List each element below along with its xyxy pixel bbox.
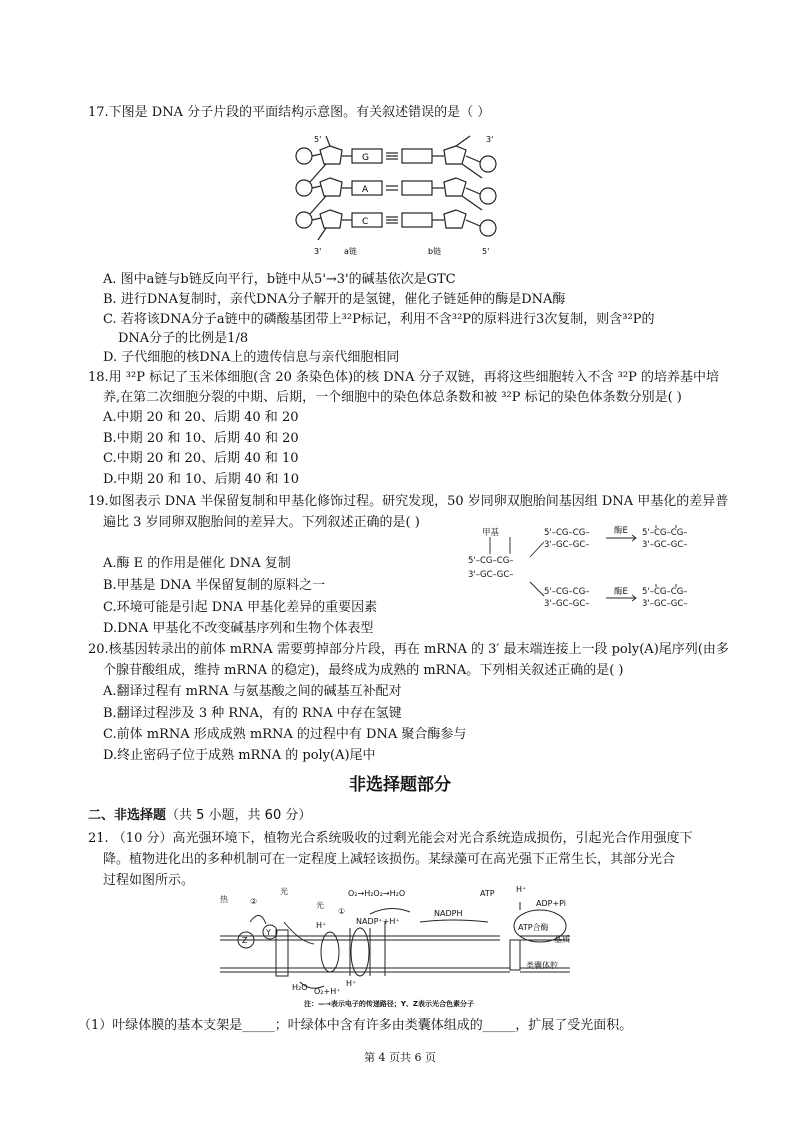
q17-option-a: A. 图中a链与b链反向平行，b链中从5'→3'的碱基依次是GTC — [103, 272, 456, 287]
q17-option-b: B. 进行DNA复制时，亲代DNA分子解开的是氢键，催化子链延伸的酶是DNA酶 — [103, 292, 566, 307]
diagram-note: 注：—→表示电子的传递路径；Y、Z表示光合色素分子 — [304, 1000, 475, 1008]
label-3prime-bottom: 3' — [314, 247, 322, 256]
light-label-2: 光 — [316, 901, 324, 910]
methyl-label: 甲基 — [482, 528, 500, 538]
phosphate-circle — [296, 212, 312, 228]
q17-option-c: C. 若将该DNA分子a链中的磷酸基团带上³²P标记，利用不含³²P的原料进行3次复制，则含³²P的 — [103, 312, 655, 327]
q17-option-d: D. 子代细胞的核DNA上的遗传信息与亲代细胞相同 — [103, 350, 400, 365]
q20-option-c: C.前体 mRNA 形成成熟 mRNA 的过程中有 DNA 聚合酶参与 — [103, 727, 467, 742]
o2-chain-label: O₂→H₂O₂→H₂O — [348, 889, 406, 898]
q19-option-c: C.环境可能是引起 DNA 甲基化差异的重要因素 — [103, 600, 378, 615]
q19-stem-line2: 遍比 3 岁同卵双胞胎间的差异大。下列叙述正确的是( ) — [103, 515, 420, 530]
q18-stem-line1: 18.用 ³²P 标记了玉米体细胞(含 20 条染色体)的核 DNA 分子双链，再将这些细胞转入不含 ³²P 的培养基中培 — [88, 370, 719, 385]
sugar-pentagon — [320, 210, 342, 228]
parent-strand-top: 5'–CG–CG– — [468, 556, 514, 566]
heat-label: 热 — [220, 895, 228, 904]
enzyme-e-lower: 酶E — [614, 587, 628, 597]
y-label: Y — [266, 928, 271, 937]
hplus-mid-label: H⁺ — [316, 921, 327, 930]
atp-synthase-label: ATP合酶 — [518, 923, 549, 932]
q20-stem-line1: 20.核基因转录出的前体 mRNA 需要剪掉部分片段，再在 mRNA 的 3′ 最末端连接上一段 poly(A)尾序列(由多 — [88, 642, 729, 657]
q21-stem-line1: 21. （10 分）高光强环境下，植物光合系统吸收的过剩光能会对光合系统造成损伤，引起光合作用强度下 — [88, 831, 693, 846]
q20-stem-line2: 个腺苷酸组成，维持 mRNA 的稳定)，最终成为成熟的 mRNA。下列相关叙述正确的是( ) — [103, 663, 624, 678]
q21-stem-line2: 降。植物进化出的多种机制可在一定程度上减轻该损伤。某绿藻可在高光强下正常生长，其部分光合 — [103, 852, 676, 867]
lumen-label: 类囊体腔 — [526, 961, 558, 970]
label-chain-b: b链 — [428, 247, 442, 256]
photosynthesis-diagram — [220, 882, 580, 1010]
label-chain-a: a链 — [344, 247, 357, 256]
nadph-label: NADPH — [434, 909, 463, 918]
q18-option-d: D.中期 20 和 10、后期 40 和 10 — [103, 472, 300, 487]
q18-option-a: A.中期 20 和 20、后期 40 和 20 — [103, 410, 299, 425]
q19-option-b: B.甲基是 DNA 半保留复制的原料之一 — [103, 578, 326, 593]
light-label-1: 光 — [280, 887, 288, 896]
label-5prime-top: 5' — [314, 135, 322, 144]
q19-option-d: D.DNA 甲基化不改变碱基序列和生物个体表型 — [103, 621, 374, 636]
page-footer: 第 4 页共 6 页 — [364, 1051, 436, 1064]
z-label: Z — [242, 936, 248, 945]
section-header: 二、非选择题（共 5 小题，共 60 分） — [88, 808, 312, 823]
sugar-pentagon — [320, 178, 342, 196]
q18-option-c: C.中期 20 和 20、后期 40 和 10 — [103, 451, 299, 466]
lower-final-5: 5'–CG–CG– — [642, 587, 688, 597]
phosphate-circle — [296, 180, 312, 196]
sugar-pentagon — [320, 146, 342, 164]
phosphate-circle — [296, 148, 312, 164]
q19-option-a: A.酶 E 的作用是催化 DNA 复制 — [103, 556, 291, 571]
section-title: 非选择题部分 — [349, 775, 451, 795]
q21-sub1: （1）叶绿体膜的基本支架是_____；叶绿体中含有许多由类囊体组成的_____，扩展了受光面积。 — [78, 1018, 633, 1033]
stroma-label: 基质 — [554, 935, 570, 944]
hplus-top-label: H⁺ — [516, 885, 527, 894]
q17-stem: 17.下图是 DNA 分子片段的平面结构示意图。有关叙述错误的是（ ） — [88, 105, 491, 120]
upper-final-3: 3'–GC–GC– — [642, 540, 688, 550]
upper-final-5: 5'–CG–CG– — [642, 528, 688, 538]
lower-new-5: 5'–CG–CG– — [544, 587, 590, 597]
q17-option-c-cont: DNA分子的比例是1/8 — [118, 331, 249, 346]
o2-h-label: O₂+H⁺ — [314, 987, 341, 996]
q20-option-d: D.终止密码子位于成熟 mRNA 的 poly(A)尾中 — [103, 748, 376, 763]
adp-label: ADP+Pi — [536, 899, 567, 908]
h2o-label: H₂O — [292, 983, 308, 992]
hplus-left-label: H⁺ — [346, 979, 357, 988]
label-3prime-top: 3' — [486, 135, 494, 144]
methylation-diagram — [468, 524, 718, 616]
atp-label: ATP — [480, 889, 495, 898]
base-a: A — [362, 185, 369, 195]
nadp-label: NADP⁺+H⁺ — [356, 917, 400, 926]
upper-new-3: 3'–GC–GC– — [544, 540, 590, 550]
q18-stem-line2: 养,在第二次细胞分裂的中期、后期，一个细胞中的染色体总条数和被 ³²P 标记的染色体条数分别是( ) — [103, 390, 682, 405]
q19-stem-line1: 19.如图表示 DNA 半保留复制和甲基化修饰过程。研究发现，50 岁同卵双胞胎间基因组 DNA 甲基化的差异普 — [88, 494, 729, 509]
parent-strand-bottom: 3'–GC–GC– — [468, 570, 514, 580]
circle-1-label: ① — [338, 907, 346, 916]
base-g: G — [362, 153, 369, 163]
q21-stem-line3: 过程如图所示。 — [103, 873, 195, 888]
circle-2-label: ② — [250, 897, 258, 906]
q20-option-a: A.翻译过程有 mRNA 与氨基酸之间的碱基互补配对 — [103, 684, 402, 699]
enzyme-e-upper: 酶E — [614, 526, 628, 536]
lower-new-3: 3'–GC–GC– — [544, 599, 590, 609]
base-c: C — [362, 217, 369, 227]
upper-new-5: 5'–CG–CG– — [544, 528, 590, 538]
q18-option-b: B.中期 20 和 10、后期 40 和 20 — [103, 431, 299, 446]
dna-structure-diagram — [290, 128, 510, 260]
q20-option-b: B.翻译过程涉及 3 种 RNA，有的 RNA 中存在氢键 — [103, 706, 402, 721]
label-5prime-bottom: 5' — [482, 247, 490, 256]
lower-final-3: 3'–GC–GC– — [642, 599, 688, 609]
